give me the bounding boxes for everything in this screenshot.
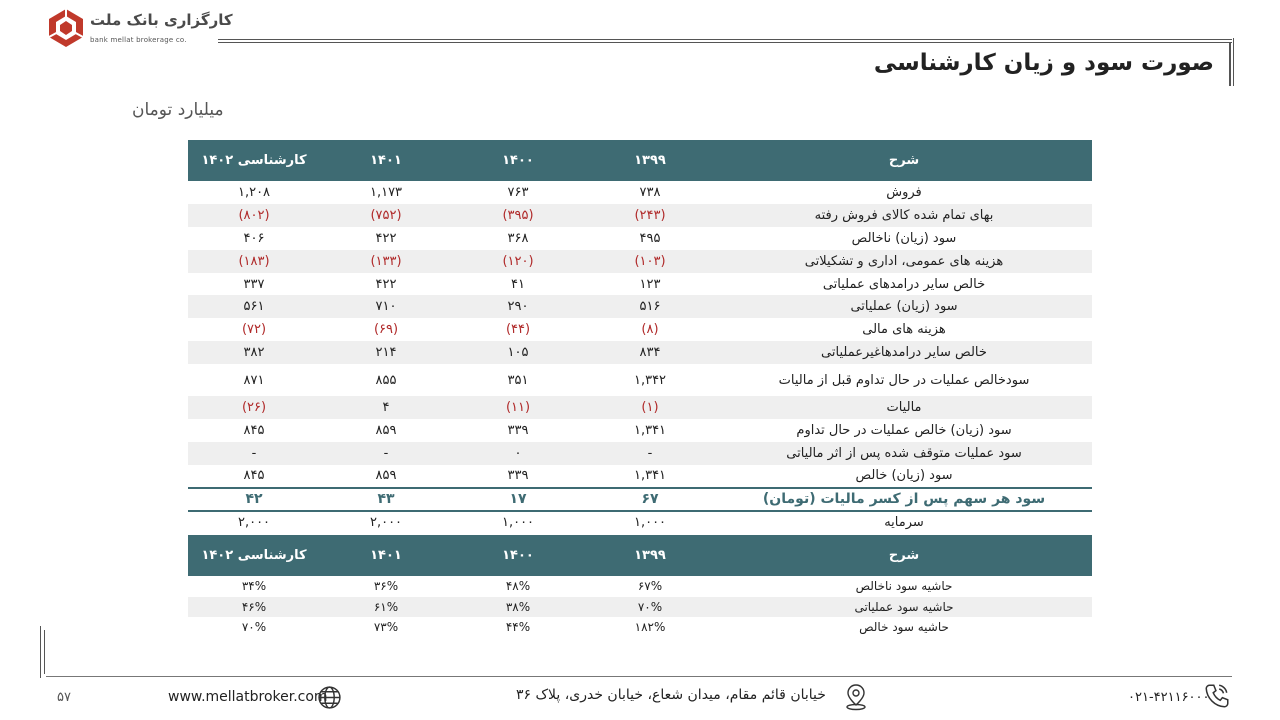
row-label: مالیات — [716, 396, 1092, 419]
cell-value: ۴ — [320, 396, 452, 419]
location-pin-icon — [844, 683, 868, 711]
row-label: سودخالص عملیات در حال تداوم قبل از مالیات — [778, 372, 1030, 388]
title-bar-vertical-2 — [1233, 38, 1234, 86]
table-row — [188, 396, 1092, 419]
header-1401: ۱۴۰۱ — [320, 140, 452, 181]
cell-value: ۸۴۵ — [243, 468, 265, 484]
cell-value: ۴۲۲ — [375, 276, 397, 292]
cell-value: ۷۱۰ — [320, 295, 452, 318]
cell-value: ۸۷۱ — [243, 372, 265, 388]
cell-value: ۴۱ — [511, 276, 525, 292]
header-1400: ۱۴۰۰ — [452, 535, 584, 576]
header-1402: کارشناسی ۱۴۰۲ — [188, 535, 320, 576]
cell-value: ۱,۳۴۱ — [633, 468, 667, 484]
header-1400: ۱۴۰۰ — [452, 140, 584, 181]
header-1399: ۱۳۹۹ — [584, 535, 716, 576]
header-rule — [218, 39, 1232, 40]
footer-bar-vertical-2 — [44, 630, 45, 674]
cell-value: ۳۳۷ — [243, 276, 265, 292]
cell-value: ۵۶۱ — [188, 295, 320, 318]
table-header-row — [188, 140, 1092, 181]
row-label: سود (زیان) عملیاتی — [716, 295, 1092, 318]
table-header-row — [188, 535, 1092, 576]
cell-value: (۳۹۵) — [452, 204, 584, 227]
table-row — [188, 364, 1092, 396]
cell-value: ۶۱% — [320, 597, 452, 618]
cell-value: ۳۶% — [373, 579, 399, 594]
table-row — [188, 442, 1092, 465]
table-row — [188, 250, 1092, 273]
table-row — [188, 511, 1092, 534]
cell-value: ۳۳۹ — [507, 422, 529, 438]
cell-value: - — [188, 442, 320, 465]
cell-value: ۷۳۸ — [639, 184, 661, 200]
cell-value: ۷۰% — [241, 620, 267, 635]
row-label: هزینه های عمومی، اداری و تشکیلاتی — [716, 250, 1092, 273]
cell-value: ۶۷% — [637, 579, 663, 594]
cell-value: (۸۰۲) — [188, 204, 320, 227]
cell-value: ۴۹۵ — [639, 230, 661, 246]
income-statement-table — [188, 140, 1092, 533]
table-row — [188, 617, 1092, 638]
cell-value: (۶۹) — [373, 322, 399, 338]
cell-value: (۲۴۳) — [584, 204, 716, 227]
row-label: سود عملیات متوقف شده پس از اثر مالیاتی — [716, 442, 1092, 465]
table-row — [188, 576, 1092, 597]
row-label: حاشیه سود ناخالص — [855, 579, 953, 594]
header-description: شرح — [716, 535, 1092, 576]
website-link[interactable]: www.mellatbroker.com — [168, 689, 328, 705]
header-1401: ۱۴۰۱ — [320, 535, 452, 576]
cell-value: ۸۴۵ — [243, 422, 265, 438]
table-row — [188, 318, 1092, 341]
cell-value: ۱,۱۷۳ — [369, 184, 403, 200]
cell-value: ۴۸% — [505, 579, 531, 594]
row-label: سود (زیان) ناخالص — [851, 230, 957, 246]
row-label: سود هر سهم پس از کسر مالیات (تومان) — [716, 488, 1092, 511]
cell-value: ۸۵۵ — [375, 372, 397, 388]
cell-value: ۰ — [452, 442, 584, 465]
cell-value: (۴۴) — [505, 322, 531, 338]
cell-value: ۳۶۸ — [507, 230, 529, 246]
brand-name-en: bank mellat brokerage co. — [90, 36, 187, 44]
cell-value: ۲۱۴ — [320, 341, 452, 364]
unit-label: میلیارد تومان — [132, 100, 224, 120]
cell-value: ۳۸% — [452, 597, 584, 618]
cell-value: ۳۵۱ — [507, 372, 529, 388]
cell-value: ۴۳ — [320, 488, 452, 511]
row-label: سود (زیان) خالص عملیات در حال تداوم — [796, 422, 1012, 438]
footer-bar-vertical — [40, 626, 41, 678]
phone-number: ۰۲۱-۴۲۱۱۶۰۰۰ — [1128, 690, 1210, 705]
address-text: خیابان قائم مقام، میدان شعاع، خیابان خدری، پلاک ۳۶ — [516, 687, 826, 703]
cell-value: ۲,۰۰۰ — [237, 515, 271, 531]
row-label: فروش — [886, 184, 922, 200]
table-row — [188, 204, 1092, 227]
cell-value: ۱۸۲% — [634, 620, 666, 635]
cell-value: ۱,۳۴۲ — [633, 372, 667, 388]
row-label: خالص سایر درامدهای عملیاتی — [822, 276, 986, 292]
table-row — [188, 419, 1092, 442]
cell-value: ۴۴% — [505, 620, 531, 635]
table-row — [188, 465, 1092, 488]
cell-value: ۶۷ — [584, 488, 716, 511]
cell-value: - — [584, 442, 716, 465]
cell-value: ۴۲ — [188, 488, 320, 511]
cell-value: ۷۳% — [373, 620, 399, 635]
cell-value: ۴۶% — [188, 597, 320, 618]
cell-value: (۷۲) — [241, 322, 267, 338]
row-label: خالص سایر درامدهاغیرعملیاتی — [716, 341, 1092, 364]
profit-margins-table — [188, 535, 1092, 638]
globe-icon — [317, 685, 342, 710]
cell-value: ۴۲۲ — [375, 230, 397, 246]
cell-value: (۱۱) — [452, 396, 584, 419]
title-bar-vertical — [1229, 42, 1231, 86]
cell-value: (۷۵۲) — [320, 204, 452, 227]
cell-value: (۱۸۳) — [188, 250, 320, 273]
header-description: شرح — [716, 140, 1092, 181]
cell-value: ۸۵۹ — [375, 422, 397, 438]
cell-value: ۱,۲۰۸ — [237, 184, 271, 200]
row-label: حاشیه سود خالص — [859, 620, 949, 635]
cell-value: ۵۱۶ — [584, 295, 716, 318]
table-row — [188, 227, 1092, 250]
cell-value: ۲۹۰ — [452, 295, 584, 318]
cell-value: - — [320, 442, 452, 465]
cell-value: ۷۰% — [584, 597, 716, 618]
header-rule-2 — [218, 42, 1232, 43]
brand-logo — [46, 8, 236, 50]
footer-rule — [46, 676, 1232, 677]
page-title: صورت سود و زیان کارشناسی — [873, 50, 1214, 76]
logo-mark-icon — [46, 8, 86, 48]
row-label: سرمایه — [884, 515, 924, 531]
row-label: بهای تمام شده کالای فروش رفته — [716, 204, 1092, 227]
page-number: ۵۷ — [57, 690, 71, 705]
cell-value: ۱,۰۰۰ — [633, 515, 667, 531]
cell-value: ۳۸۲ — [188, 341, 320, 364]
cell-value: (۲۶) — [188, 396, 320, 419]
cell-value: ۱,۰۰۰ — [501, 515, 535, 531]
cell-value: (۱۳۳) — [320, 250, 452, 273]
cell-value: ۳۴% — [241, 579, 267, 594]
cell-value: ۲,۰۰۰ — [369, 515, 403, 531]
table-row — [188, 341, 1092, 364]
row-label: هزینه های مالی — [862, 322, 946, 338]
brand-name: کارگزاری بانک ملت — [90, 11, 233, 29]
phone-icon — [1204, 682, 1230, 710]
cell-value: ۱۲۳ — [639, 276, 661, 292]
cell-value: (۱) — [584, 396, 716, 419]
table-row — [188, 273, 1092, 296]
cell-value: ۸۳۴ — [584, 341, 716, 364]
cell-value: (۱۰۳) — [584, 250, 716, 273]
eps-row — [188, 488, 1092, 511]
cell-value: ۴۰۶ — [243, 230, 265, 246]
table-row — [188, 597, 1092, 618]
cell-value: (۱۲۰) — [452, 250, 584, 273]
cell-value: ۸۵۹ — [375, 468, 397, 484]
row-label: سود (زیان) خالص — [855, 468, 953, 484]
cell-value: ۷۶۳ — [507, 184, 529, 200]
cell-value: (۸) — [641, 322, 659, 338]
header-1399: ۱۳۹۹ — [584, 140, 716, 181]
cell-value: ۱,۳۴۱ — [633, 422, 667, 438]
cell-value: ۱۷ — [452, 488, 584, 511]
table-row — [188, 181, 1092, 204]
row-label: حاشیه سود عملیاتی — [716, 597, 1092, 618]
cell-value: ۱۰۵ — [452, 341, 584, 364]
table-row — [188, 295, 1092, 318]
header-1402: کارشناسی ۱۴۰۲ — [188, 140, 320, 181]
cell-value: ۳۳۹ — [507, 468, 529, 484]
